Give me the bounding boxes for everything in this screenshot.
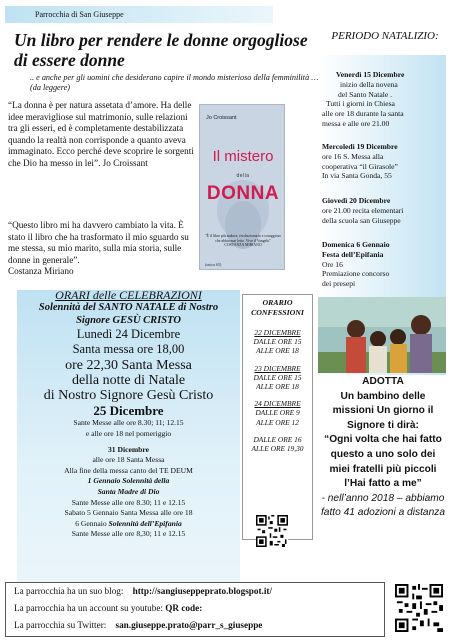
footer-youtube-row xyxy=(6,600,384,617)
orari-line xyxy=(17,519,240,530)
quote-miriano-author: Costanza Miriano xyxy=(8,266,74,277)
event-line: della scuola san Giuseppe xyxy=(322,215,401,225)
orari-body xyxy=(17,302,240,540)
orari-line: della notte di Natale xyxy=(71,372,186,388)
event-line: ore 16 S. Messa alla xyxy=(322,151,384,161)
footer-youtube-label: La parrocchia ha un account su youtube: xyxy=(14,603,163,613)
event-girasole xyxy=(322,142,442,181)
event-line: In via Santa Gonda, 55 xyxy=(322,171,392,181)
event-line: ore 21.00 recita elementari xyxy=(322,205,404,215)
orari-line: alle ore 18 Santa Messa xyxy=(92,455,165,465)
book-title-part2: DONNA xyxy=(206,183,280,205)
event-line: Festa dell’Epifania xyxy=(322,249,384,259)
orari-line: 25 Dicembre xyxy=(93,403,164,419)
adotta-title: ADOTTA xyxy=(362,376,404,387)
event-line: Tutti i giorni in Chiesa xyxy=(326,99,395,109)
conf-line: DALLE ORE 15 xyxy=(253,337,302,347)
conf-line: ALLE ORE 12 xyxy=(256,417,299,427)
adotta-block xyxy=(320,375,446,521)
event-line: dei presepi xyxy=(322,279,356,289)
book-publisher: (unica 65) xyxy=(205,262,222,267)
blog-link[interactable]: http://sangiuseppeprato.blogspot.it/ xyxy=(132,586,273,596)
book-author: Jo Croissant xyxy=(206,115,237,121)
book-cover-image xyxy=(199,104,285,270)
event-line: messa e alle ore 21.00 xyxy=(322,118,390,128)
event-line: cooperativa “il Girasole” xyxy=(322,161,398,171)
book-title-small: della xyxy=(236,173,250,179)
footer-twitter-row xyxy=(6,617,384,634)
orari-line: Lunedì 24 Dicembre xyxy=(76,327,181,341)
confessioni-body xyxy=(242,298,313,453)
event-line: alle ore 18 durante la santa xyxy=(322,109,404,119)
book-blurb: "È il libro più audace, rivoluzionario e coraggioso che abbia mai letto. Vive il Vangelo" COSTANZA MIRIANO xyxy=(205,234,281,248)
orari-line: Sante Messe alle ore 8,30; 11 e 12.15 xyxy=(71,529,186,539)
adotta-line2: “Ogni volta che hai fatto questo a uno solo dei miei fratelli più piccoli l’Hai fatto a me” xyxy=(324,434,442,490)
children-photo xyxy=(318,297,446,373)
orari-line: di Nostro Signore Gesù Cristo xyxy=(43,388,214,403)
orari-line: ore 22,30 Santa Messa xyxy=(65,357,192,373)
event-date: Domenica 6 Gennaio xyxy=(322,240,390,249)
conf-line: ALLE ORE 18 xyxy=(256,346,299,356)
footer-blog-label: La parrocchia ha un suo blog: xyxy=(14,586,124,596)
event-date: Giovedì 20 Dicembre xyxy=(322,196,391,205)
orari-line: 1 Gennaio Solennità della xyxy=(87,476,170,486)
conf-line: ALLE ORE 19,30 xyxy=(251,444,304,454)
periodo-title: PERIODO NATALIZIO: xyxy=(331,30,439,42)
confessioni-title: ORARIO CONFESSIONI xyxy=(251,298,304,317)
orari-feast: Solennità dell’Epifania xyxy=(108,518,182,528)
parish-banner: Parrocchia di San Giuseppe xyxy=(5,6,273,23)
orari-line: e alle ore 18 nel pomeriggio xyxy=(85,429,172,438)
twitter-link[interactable]: san.giuseppe.prato@parr_s_giuseppe xyxy=(115,620,263,630)
orari-line: Sante Messe alle ore 8.30; 11 e 12.15 xyxy=(71,497,186,507)
orari-line: Santa messa ore 18,00 xyxy=(72,342,185,357)
event-line: del Santo Natale . xyxy=(338,89,392,99)
adotta-line1: Un bambino delle missioni Un giorno il Signore ti dirà: xyxy=(332,390,434,431)
conf-line: DALLE ORE 9 xyxy=(255,408,300,418)
orari-heading: Solennità del SANTO NATALE di Nostro Signore GESÙ CRISTO xyxy=(38,302,219,326)
conf-line: DALLE ORE 15 xyxy=(253,372,302,382)
conf-line: ALLE ORE 18 xyxy=(256,382,299,392)
footer-qr-code-icon[interactable] xyxy=(395,584,443,632)
footer-blog-row xyxy=(6,583,384,600)
quote-croissant: “La donna è per natura assetata d’amore. Ha delle idee meravigliose sul matrimonio, sulle relazioni tra gli esseri, ed è completamente destabilizzata quando la realtà non corrisponde a quanto aveva immaginato. Ecco perché deve scoprire le sorgenti che Dio ha messo in lei”. Jo Croissant xyxy=(8,100,194,168)
orari-line: Santa Madre di Dio xyxy=(97,486,160,496)
article-subheadline: .. e anche per gli uomini che desiderano capire il mondo misterioso della femminilità … (da leggere) xyxy=(30,73,319,92)
conf-line: DALLE ORE 16 xyxy=(253,434,302,444)
article-headline: Un libro per rendere le donne orgogliose di essere donne xyxy=(14,30,308,70)
event-date: Venerdì 15 Dicembre xyxy=(336,70,405,79)
orari-line: Sabato 5 Gennaio Santa Messa alle ore 18 xyxy=(64,508,193,518)
adotta-line3: - nell’anno 2018 – abbiamo fatto 41 adozioni a distanza xyxy=(320,492,446,519)
orari-line: Alla fine della messa canto del TE DEUM xyxy=(64,465,193,475)
event-line: Premiazione concorso xyxy=(322,269,390,279)
event-date: Mercoledì 19 Dicembre xyxy=(322,142,398,151)
conf-date: 23 DICEMBRE xyxy=(254,363,301,373)
event-recita xyxy=(322,196,442,225)
event-epifania xyxy=(322,240,442,289)
event-line: Ore 16 xyxy=(322,259,343,269)
youtube-qr-code-icon[interactable] xyxy=(256,515,288,547)
footer-twitter-label: La parrocchia su Twitter: xyxy=(14,620,107,630)
quote-miriano xyxy=(8,220,198,278)
book-title-part1: Il mistero xyxy=(212,148,274,165)
orari-line: 31 Dicembre xyxy=(108,444,149,454)
event-novena xyxy=(322,70,442,129)
conf-date: 22 DICEMBRE xyxy=(254,328,301,337)
orari-line: Sante Messe alle ore 8.30; 11; 12.15 xyxy=(73,418,184,428)
book-title-line1 xyxy=(200,149,286,164)
conf-date: 24 DICEMBRE xyxy=(254,399,301,409)
event-line: inizio della novena xyxy=(340,79,398,89)
book-title-line2 xyxy=(200,167,286,203)
footer-qr-label: QR code: xyxy=(165,603,203,613)
quote-miriano-text: “Questo libro mi ha davvero cambiato la vita. È stato il libro che ha trasformato il mio sguardo su me stessa, su mio marito, sulla mia storia, sulle donne in generale”. xyxy=(8,220,189,265)
orari-title: ORARI delle CELEBRAZIONI xyxy=(55,288,202,302)
orari-date: 6 Gennaio xyxy=(75,518,107,528)
footer-box xyxy=(5,582,385,637)
